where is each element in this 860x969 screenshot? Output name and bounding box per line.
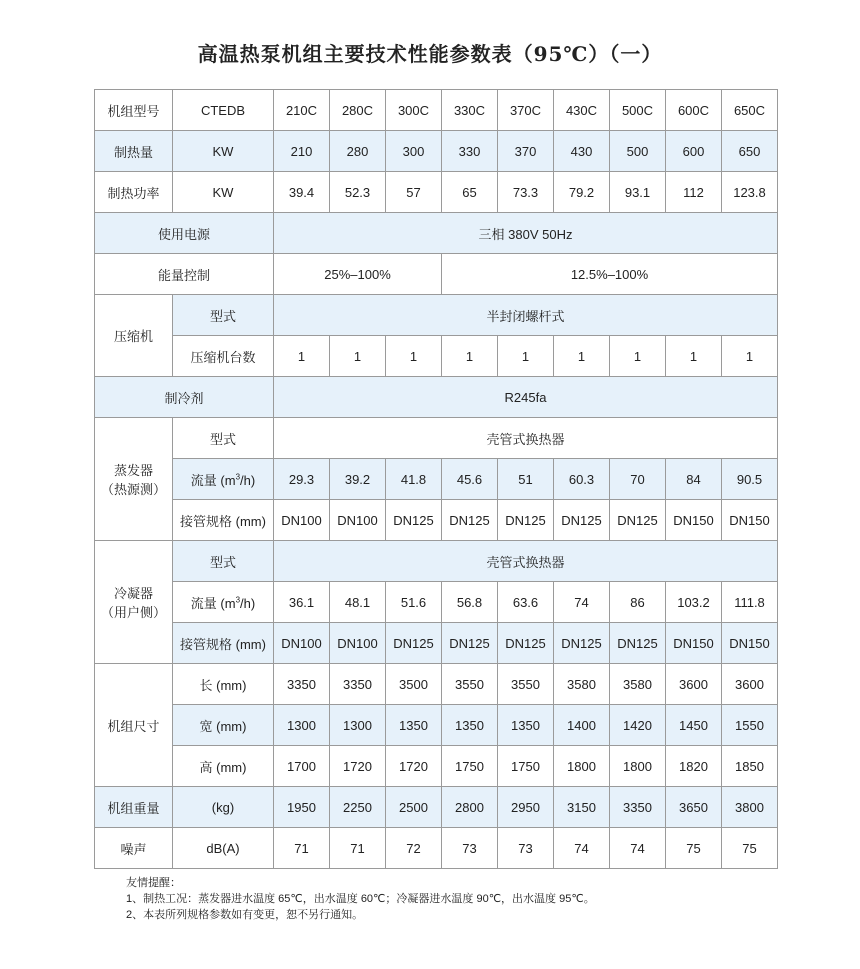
value-cell: DN100 xyxy=(330,500,386,541)
condenser-label-line2: （用户侧） xyxy=(100,605,166,620)
row-condenser-pipe xyxy=(95,623,778,664)
heating-capacity-unit: KW xyxy=(173,131,274,172)
power-supply-label: 使用电源 xyxy=(95,213,274,254)
capacity-control-label: 能量控制 xyxy=(95,254,274,295)
row-condenser-flow xyxy=(95,582,778,623)
row-capacity-control xyxy=(95,254,778,295)
value-cell: 1 xyxy=(722,336,778,377)
value-cell: 1800 xyxy=(554,746,610,787)
evaporator-type-label: 型式 xyxy=(173,418,274,459)
evaporator-label-line1: 蒸发器 xyxy=(113,463,153,478)
row-heating-power xyxy=(95,172,778,213)
value-cell: 74 xyxy=(554,582,610,623)
value-cell: 56.8 xyxy=(442,582,498,623)
value-cell: 3150 xyxy=(554,787,610,828)
value-cell: DN150 xyxy=(722,623,778,664)
compressor-type-value: 半封闭螺杆式 xyxy=(274,295,778,336)
value-cell: 1 xyxy=(610,336,666,377)
value-cell: 3600 xyxy=(666,664,722,705)
value-cell: 1420 xyxy=(610,705,666,746)
value-cell: 1300 xyxy=(330,705,386,746)
value-cell: 51 xyxy=(498,459,554,500)
value-cell: 1400 xyxy=(554,705,610,746)
value-cell: 1720 xyxy=(386,746,442,787)
row-dim-width xyxy=(95,705,778,746)
value-cell: DN125 xyxy=(610,500,666,541)
value-cell: 71 xyxy=(330,828,386,869)
value-cell: 2250 xyxy=(330,787,386,828)
value-cell: 1750 xyxy=(498,746,554,787)
value-cell: 1 xyxy=(498,336,554,377)
value-cell: 41.8 xyxy=(386,459,442,500)
model-cell: 650C xyxy=(722,90,778,131)
value-cell: 3550 xyxy=(442,664,498,705)
value-cell: DN125 xyxy=(554,500,610,541)
row-dim-length xyxy=(95,664,778,705)
value-cell: 1850 xyxy=(722,746,778,787)
value-cell: 2500 xyxy=(386,787,442,828)
value-cell: DN100 xyxy=(274,623,330,664)
value-cell: 72 xyxy=(386,828,442,869)
value-cell: 3580 xyxy=(610,664,666,705)
value-cell: 45.6 xyxy=(442,459,498,500)
row-compressor-type xyxy=(95,295,778,336)
value-cell: 3350 xyxy=(330,664,386,705)
value-cell: 600 xyxy=(666,131,722,172)
notes xyxy=(126,875,595,923)
notes-line-2: 2、本表所列规格参数如有变更，恕不另行通知。 xyxy=(126,909,364,921)
notes-heading: 友情提醒： xyxy=(126,877,181,889)
value-cell: DN100 xyxy=(274,500,330,541)
value-cell: 3550 xyxy=(498,664,554,705)
value-cell: 73 xyxy=(498,828,554,869)
value-cell: 75 xyxy=(666,828,722,869)
value-cell: 74 xyxy=(610,828,666,869)
value-cell: 1820 xyxy=(666,746,722,787)
page-title: 高温热泵机组主要技术性能参数表（95℃）（一） xyxy=(197,42,663,66)
row-evaporator-pipe xyxy=(95,500,778,541)
row-weight xyxy=(95,787,778,828)
value-cell: 1350 xyxy=(386,705,442,746)
value-cell: DN125 xyxy=(554,623,610,664)
value-cell: 3800 xyxy=(722,787,778,828)
noise-label: 噪声 xyxy=(95,828,173,869)
value-cell: 370 xyxy=(498,131,554,172)
spec-table xyxy=(94,89,778,869)
value-cell: DN100 xyxy=(330,623,386,664)
value-cell: 3350 xyxy=(610,787,666,828)
value-cell: 1450 xyxy=(666,705,722,746)
value-cell: 73.3 xyxy=(498,172,554,213)
condenser-flow-label: 流量 $(m^3/h)$ xyxy=(173,582,274,623)
value-cell: 86 xyxy=(610,582,666,623)
compressor-label: 压缩机 xyxy=(95,295,173,377)
condenser-type-value: 壳管式换热器 xyxy=(274,541,778,582)
evaporator-pipe-label: 接管规格 (mm) xyxy=(173,500,274,541)
value-cell: 112 xyxy=(666,172,722,213)
value-cell: 71 xyxy=(274,828,330,869)
evaporator-type-value: 壳管式换热器 xyxy=(274,418,778,459)
value-cell: 430 xyxy=(554,131,610,172)
value-cell: 1 xyxy=(330,336,386,377)
weight-label: 机组重量 xyxy=(95,787,173,828)
value-cell: 1800 xyxy=(610,746,666,787)
value-cell: 60.3 xyxy=(554,459,610,500)
capacity-control-value-b: 12.5%–100% xyxy=(442,254,778,295)
value-cell: 1950 xyxy=(274,787,330,828)
notes-line-1: 1、制热工况：蒸发器进水温度 65℃，出水温度 60℃；冷凝器进水温度 90℃，出水温度 95℃。 xyxy=(126,893,595,905)
value-cell: 63.6 xyxy=(498,582,554,623)
value-cell: 57 xyxy=(386,172,442,213)
row-dim-height xyxy=(95,746,778,787)
value-cell: DN150 xyxy=(666,500,722,541)
value-cell: 1 xyxy=(554,336,610,377)
value-cell: 300 xyxy=(386,131,442,172)
capacity-control-value-a: 25%–100% xyxy=(274,254,442,295)
value-cell: 280 xyxy=(330,131,386,172)
height-label: 高 (mm) xyxy=(173,746,274,787)
value-cell: 3650 xyxy=(666,787,722,828)
value-cell: 1 xyxy=(386,336,442,377)
value-cell: DN125 xyxy=(610,623,666,664)
value-cell: 1700 xyxy=(274,746,330,787)
value-cell: 39.2 xyxy=(330,459,386,500)
power-supply-value: 三相 380V 50Hz xyxy=(274,213,778,254)
value-cell: 1300 xyxy=(274,705,330,746)
value-cell: 2800 xyxy=(442,787,498,828)
value-cell: DN125 xyxy=(386,500,442,541)
compressor-count-label: 压缩机台数 xyxy=(173,336,274,377)
refrigerant-value: R245fa xyxy=(274,377,778,418)
value-cell: 36.1 xyxy=(274,582,330,623)
value-cell: DN125 xyxy=(498,623,554,664)
value-cell: 103.2 xyxy=(666,582,722,623)
refrigerant-label: 制冷剂 xyxy=(95,377,274,418)
value-cell: DN150 xyxy=(722,500,778,541)
row-condenser-type xyxy=(95,541,778,582)
value-cell: 73 xyxy=(442,828,498,869)
value-cell: 1550 xyxy=(722,705,778,746)
condenser-pipe-label: 接管规格 (mm) xyxy=(173,623,274,664)
row-model xyxy=(95,90,778,131)
value-cell: 79.2 xyxy=(554,172,610,213)
value-cell: 51.6 xyxy=(386,582,442,623)
model-cell: 300C xyxy=(386,90,442,131)
value-cell: DN125 xyxy=(386,623,442,664)
evaporator-label-line2: （热源测） xyxy=(100,482,166,497)
row-evaporator-type xyxy=(95,418,778,459)
model-cell: 280C xyxy=(330,90,386,131)
value-cell: DN125 xyxy=(442,500,498,541)
condenser-label-line1: 冷凝器 xyxy=(113,586,153,601)
value-cell: 650 xyxy=(722,131,778,172)
value-cell: 90.5 xyxy=(722,459,778,500)
value-cell: 39.4 xyxy=(274,172,330,213)
value-cell: 48.1 xyxy=(330,582,386,623)
value-cell: DN125 xyxy=(498,500,554,541)
row-evaporator-flow xyxy=(95,459,778,500)
model-cell: 430C xyxy=(554,90,610,131)
row-heating-capacity xyxy=(95,131,778,172)
value-cell: 1 xyxy=(666,336,722,377)
condenser-label xyxy=(95,541,173,664)
value-cell: 3580 xyxy=(554,664,610,705)
value-cell: 1 xyxy=(442,336,498,377)
model-cell: 370C xyxy=(498,90,554,131)
model-prefix: CTEDB xyxy=(173,90,274,131)
row-refrigerant xyxy=(95,377,778,418)
value-cell: 111.8 xyxy=(722,582,778,623)
value-cell: 2950 xyxy=(498,787,554,828)
noise-unit: dB(A) xyxy=(173,828,274,869)
value-cell: 84 xyxy=(666,459,722,500)
value-cell: 3500 xyxy=(386,664,442,705)
value-cell: 74 xyxy=(554,828,610,869)
row-power-supply xyxy=(95,213,778,254)
value-cell: 1350 xyxy=(498,705,554,746)
value-cell: 1 xyxy=(274,336,330,377)
value-cell: 500 xyxy=(610,131,666,172)
evaporator-flow-label: 流量 $(m^3/h)$ xyxy=(173,459,274,500)
value-cell: 3350 xyxy=(274,664,330,705)
value-cell: 70 xyxy=(610,459,666,500)
value-cell: 52.3 xyxy=(330,172,386,213)
dimensions-label: 机组尺寸 xyxy=(95,664,173,787)
value-cell: DN150 xyxy=(666,623,722,664)
value-cell: 1750 xyxy=(442,746,498,787)
value-cell: 1720 xyxy=(330,746,386,787)
value-cell: 210 xyxy=(274,131,330,172)
model-cell: 600C xyxy=(666,90,722,131)
value-cell: 75 xyxy=(722,828,778,869)
model-cell: 210C xyxy=(274,90,330,131)
row-compressor-count xyxy=(95,336,778,377)
value-cell: 330 xyxy=(442,131,498,172)
evaporator-label xyxy=(95,418,173,541)
model-cell: 330C xyxy=(442,90,498,131)
value-cell: 29.3 xyxy=(274,459,330,500)
value-cell: 65 xyxy=(442,172,498,213)
row-noise xyxy=(95,828,778,869)
model-cell: 500C xyxy=(610,90,666,131)
value-cell: 1350 xyxy=(442,705,498,746)
compressor-type-label: 型式 xyxy=(173,295,274,336)
condenser-type-label: 型式 xyxy=(173,541,274,582)
value-cell: 93.1 xyxy=(610,172,666,213)
heating-power-label: 制热功率 xyxy=(95,172,173,213)
value-cell: 3600 xyxy=(722,664,778,705)
weight-unit: (kg) xyxy=(173,787,274,828)
length-label: 长 (mm) xyxy=(173,664,274,705)
heating-capacity-label: 制热量 xyxy=(95,131,173,172)
value-cell: DN125 xyxy=(442,623,498,664)
value-cell: 123.8 xyxy=(722,172,778,213)
model-label: 机组型号 xyxy=(95,90,173,131)
width-label: 宽 (mm) xyxy=(173,705,274,746)
heating-power-unit: KW xyxy=(173,172,274,213)
